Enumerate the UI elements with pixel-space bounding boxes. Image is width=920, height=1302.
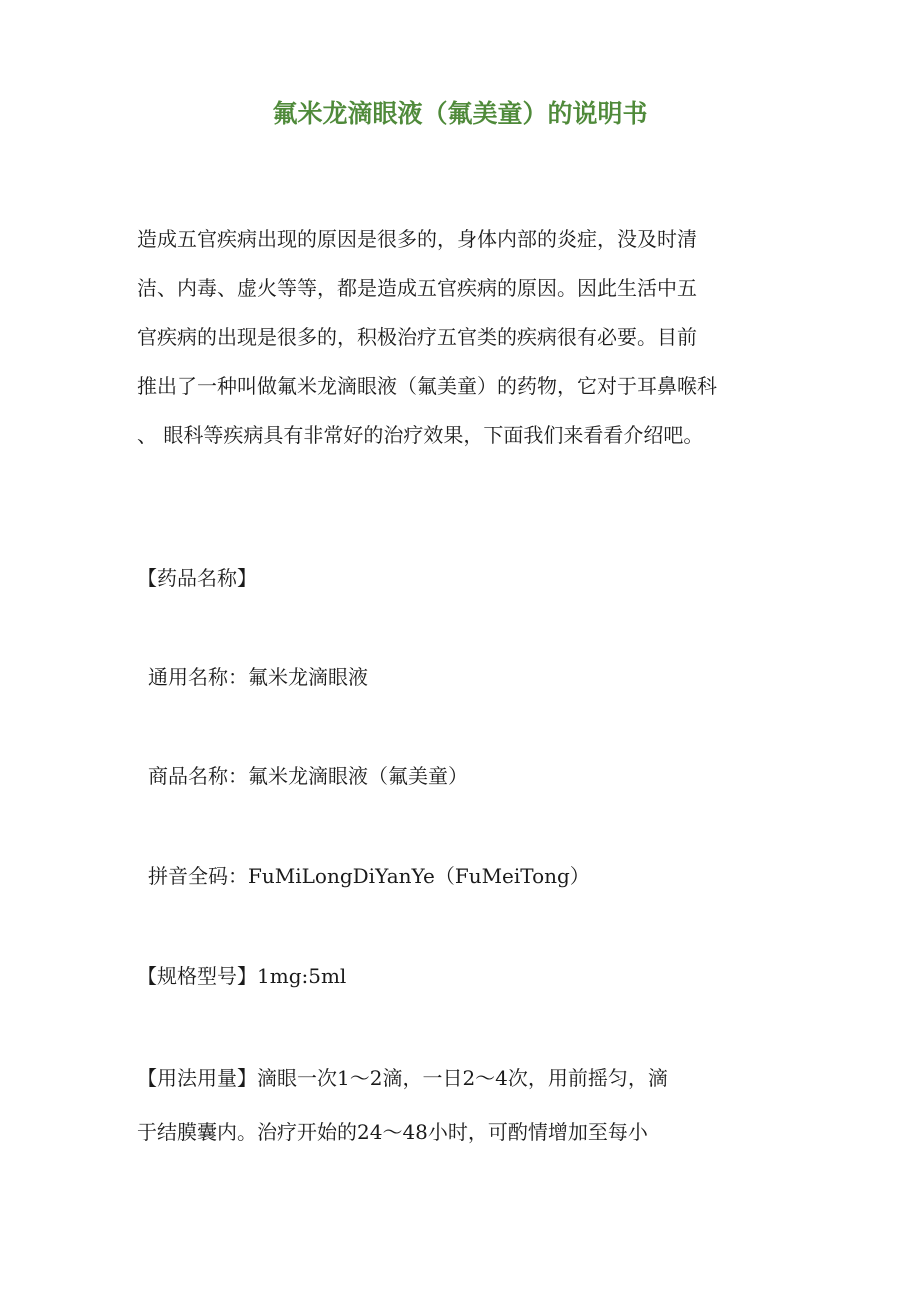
- intro-line: 推出了一种叫做氟米龙滴眼液（氟美童）的药物，它对于耳鼻喉科: [137, 374, 717, 398]
- generic-name: 通用名称：氟米龙滴眼液: [148, 665, 368, 689]
- intro-line: 官疾病的出现是很多的，积极治疗五官类的疾病很有必要。目前: [137, 325, 697, 349]
- intro-line: 洁、内毒、虚火等等，都是造成五官疾病的原因。因此生活中五: [137, 276, 697, 300]
- usage-dosage-line-2: 于结膜囊内。治疗开始的24～48小时，可酌情增加至每小: [137, 1120, 648, 1144]
- usage-dosage-line-1: 【用法用量】滴眼一次1～2滴，一日2～4次，用前摇匀，滴: [137, 1066, 668, 1090]
- intro-line: 、 眼科等疾病具有非常好的治疗效果，下面我们来看看介绍吧。: [137, 423, 704, 447]
- drug-name-header: 【药品名称】: [137, 566, 257, 590]
- trade-name: 商品名称：氟米龙滴眼液（氟美童）: [148, 764, 468, 788]
- pinyin-code: 拼音全码：FuMiLongDiYanYe（FuMeiTong）: [148, 864, 590, 888]
- specification: 【规格型号】1mg:5ml: [137, 964, 347, 988]
- document-title: 氟米龙滴眼液（氟美童）的说明书: [272, 99, 648, 128]
- intro-paragraph: [137, 215, 797, 460]
- intro-line: 造成五官疾病出现的原因是很多的，身体内部的炎症，没及时清: [137, 227, 697, 251]
